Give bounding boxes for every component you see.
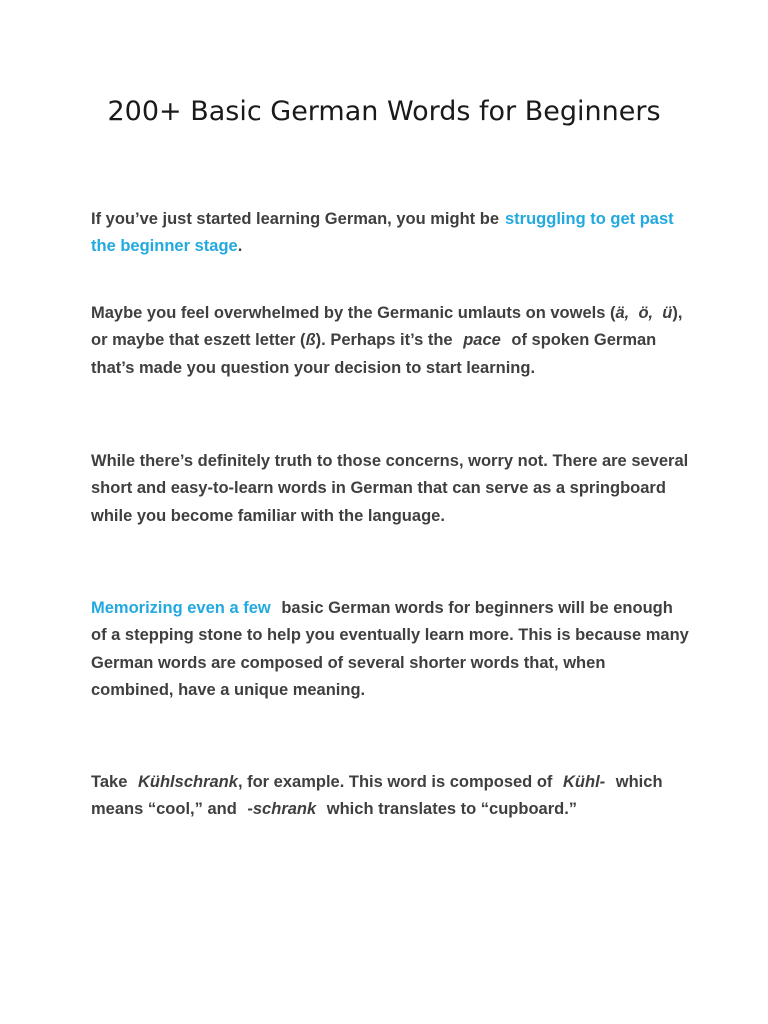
paragraph-text: ). Perhaps it’s the: [315, 331, 453, 350]
paragraph-text: .: [237, 237, 243, 256]
paragraph-text: While there’s definitely truth to those concerns, worry not. There are several short and easy-to-learn words in German that can serve as a springboard while you become familiar with the language.: [91, 452, 689, 525]
struggling-link[interactable]: struggling to get past the beginner stage: [91, 210, 674, 256]
paragraph-reassurance: [91, 448, 691, 530]
umlaut-a: ä: [615, 304, 625, 322]
example-word: Kühlschrank: [137, 773, 238, 791]
paragraph-text: Maybe you feel overwhelmed by the Germanic umlauts on vowels (: [91, 304, 616, 322]
paragraph-memorizing: [91, 595, 691, 704]
umlaut-o: ö: [638, 304, 649, 322]
eszett-letter: ß: [305, 331, 316, 350]
paragraph-text: , for example. This word is composed of: [237, 773, 553, 791]
memorizing-link[interactable]: Memorizing even a few: [91, 599, 271, 617]
paragraph-example: [91, 769, 691, 824]
word-part-kuehl: Kühl-: [563, 773, 606, 791]
pace-word: pace: [463, 331, 501, 350]
umlaut-u: ü: [662, 304, 673, 322]
paragraph-umlauts: [91, 300, 691, 382]
paragraph-text: basic German words for beginners will be enough of a stepping stone to help you eventually learn more. This is because many German words are composed of several shorter words that, when combined, have a unique meaning.: [91, 599, 689, 699]
paragraph-text: Take: [91, 773, 128, 791]
separator: ,: [624, 304, 630, 322]
separator: ,: [648, 304, 654, 322]
paragraph-text: If you’ve just started learning German, you might be: [91, 210, 499, 228]
paragraph-text: which translates to “cupboard.”: [326, 800, 578, 819]
paragraph-intro: [91, 206, 691, 261]
paragraph-text: ), or maybe that eszett letter (: [91, 304, 683, 350]
word-part-schrank: -schrank: [247, 800, 317, 819]
paragraph-text: of spoken German that’s made you question your decision to start learning.: [91, 331, 657, 377]
paragraph-text: which means “cool,” and: [91, 773, 663, 819]
page-title: 200+ Basic German Words for Beginners: [107, 96, 661, 127]
